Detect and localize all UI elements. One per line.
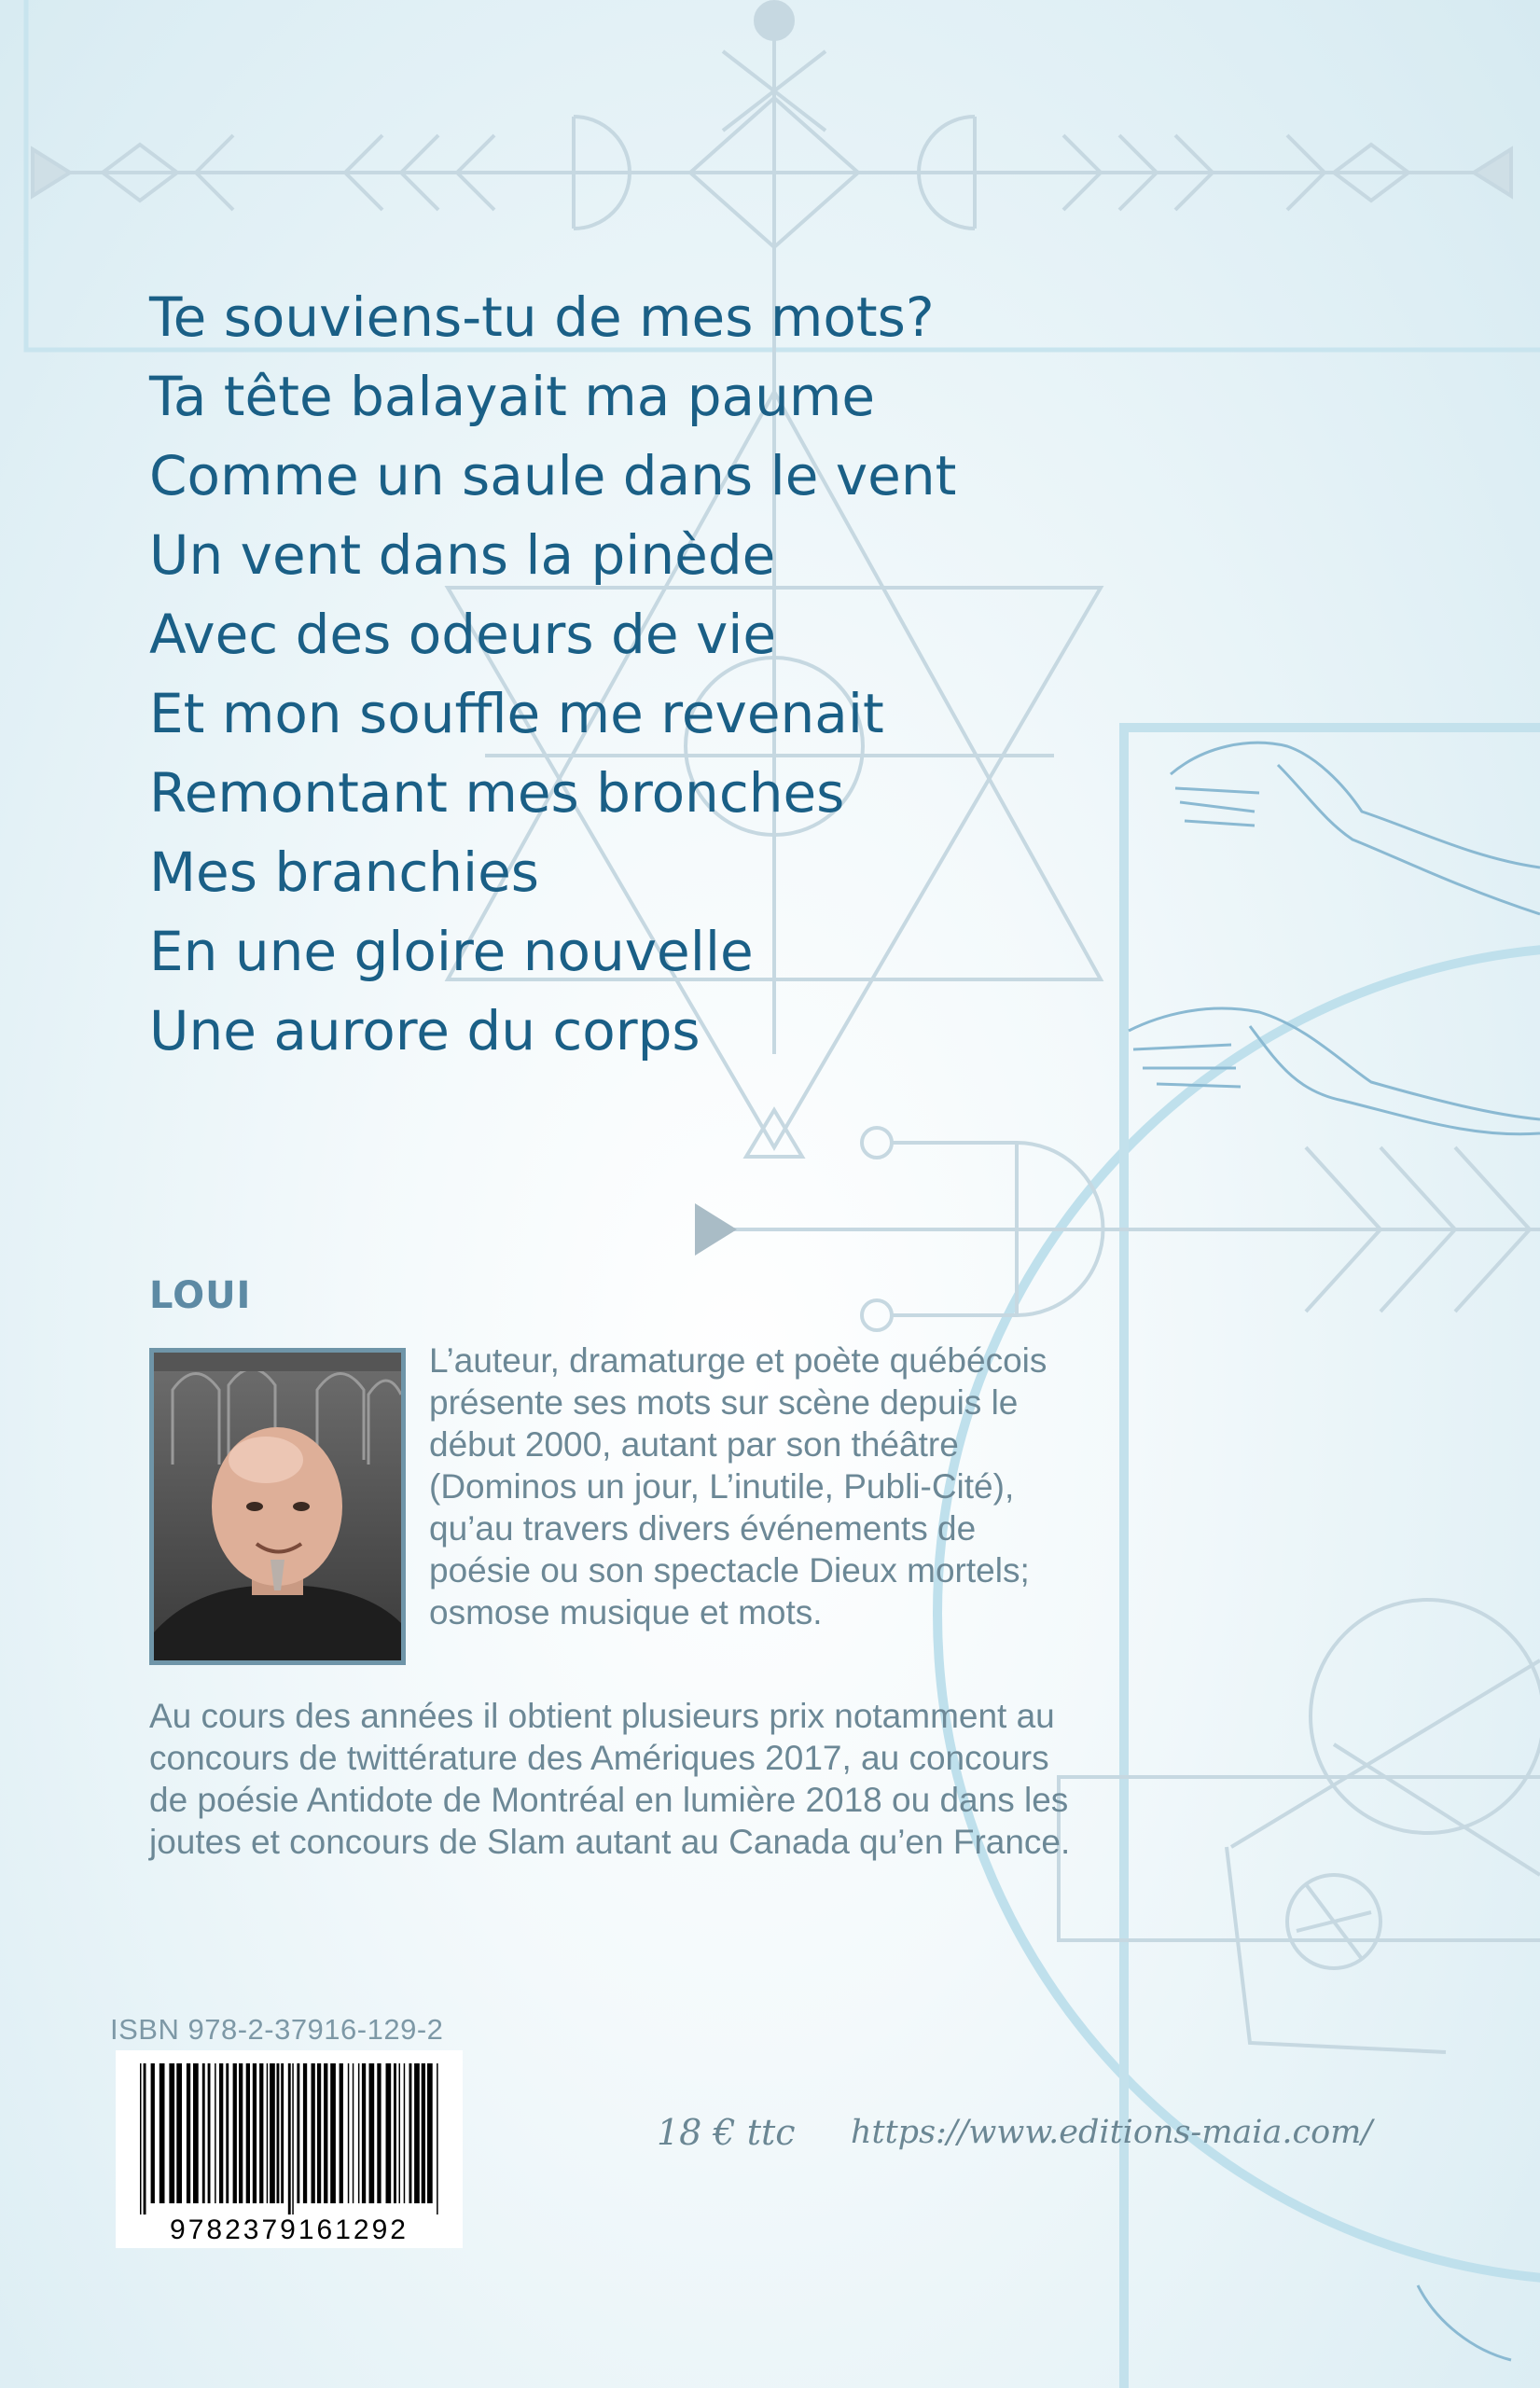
barcode-bar [427,2063,433,2203]
poem-line: Une aurore du corps [149,999,701,1062]
author-photo [149,1348,406,1665]
barcode-bar [330,2063,336,2203]
barcode-bar [219,2063,223,2203]
barcode-bar [259,2063,263,2203]
barcode-bar [348,2063,350,2203]
barcode-bar [358,2063,360,2203]
barcode-bar [160,2063,165,2203]
barcode-bar [226,2063,229,2203]
barcode-bar [140,2063,142,2214]
barcode-bar [422,2063,425,2203]
barcode-bar [369,2063,375,2203]
barcode-bar [267,2063,269,2203]
barcode-bar [292,2063,294,2214]
barcode-bar [404,2063,406,2203]
publisher-website-link[interactable]: https://www.editions-maia.com/ [851,2114,1373,2151]
poem-line: Remontant mes bronches [149,761,845,825]
barcode-bar [399,2063,401,2203]
poem-line: Comme un saule dans le vent [149,444,957,507]
barcode-bar [253,2063,257,2203]
price: 18 € ttc [657,2112,796,2153]
barcode-bar [288,2063,291,2214]
barcode-bar [340,2063,343,2203]
barcode-bar [377,2063,381,2203]
author-bio-paragraph: L’auteur, dramaturge et poète québécois présente ses mots sur scène depuis le début 2000, autant par son théâtre (Dominos un jour, L’inutile, Publi-Cité), qu’au travers divers événements de poésie ou son spectacle Dieux mortels; osmose musique et mots. [429,1341,1047,1631]
barcode-bar [386,2063,392,2203]
poem-line: Ta tête balayait ma paume [149,365,876,428]
poem-line: Te souviens-tu de mes mots? [149,285,935,349]
barcode-bar [176,2063,182,2203]
barcode-bar [270,2063,275,2203]
barcode-bar [409,2063,412,2203]
author-portrait-image [154,1353,401,1660]
author-bio-paragraph: Au cours des années il obtient plusieurs prix notamment au concours de twittérature des Amériques 2017, au concours de poésie Antidote de Montréal en lumière 2018 ou dans les joutes et concours de Slam autant au Canada qu’en France. [149,1697,1071,1861]
barcode-bar [151,2063,155,2203]
barcode-bar [277,2063,280,2203]
barcode-bar [324,2063,327,2203]
barcode-bar [144,2063,146,2214]
barcode-bar [193,2063,199,2203]
barcode-bar [187,2063,190,2203]
barcode-bar [317,2063,321,2203]
barcode-bar [297,2063,299,2203]
barcode-bar [215,2063,216,2203]
barcode-bar [312,2063,315,2203]
poem-line: En une gloire nouvelle [149,920,754,983]
barcode-bar [202,2063,205,2203]
isbn-label: ISBN 978-2-37916-129-2 [110,2013,444,2046]
barcode-bar [362,2063,366,2203]
barcode-bar [246,2063,250,2203]
barcode-bar [281,2063,284,2203]
barcode-image [116,2050,463,2248]
barcode-bar [208,2063,211,2203]
poem-line: Mes branchies [149,840,540,904]
barcode-bar [169,2063,174,2203]
barcode-bar [437,2063,438,2214]
poem-line: Un vent dans la pinède [149,523,776,587]
poem-line: Avec des odeurs de vie [149,603,777,666]
barcode-bar [353,2063,354,2203]
barcode-digits: 9782379161292 [170,2214,409,2245]
barcode-bar [414,2063,420,2203]
barcode-bar [239,2063,243,2203]
barcode-bar [233,2063,237,2203]
poem [149,278,956,1071]
barcode-bar [303,2063,307,2203]
poem-line: Et mon souffle me revenait [149,682,884,745]
barcode [116,2050,463,2248]
barcode-bar [394,2063,396,2203]
author-name: LOUI [149,1274,252,1317]
